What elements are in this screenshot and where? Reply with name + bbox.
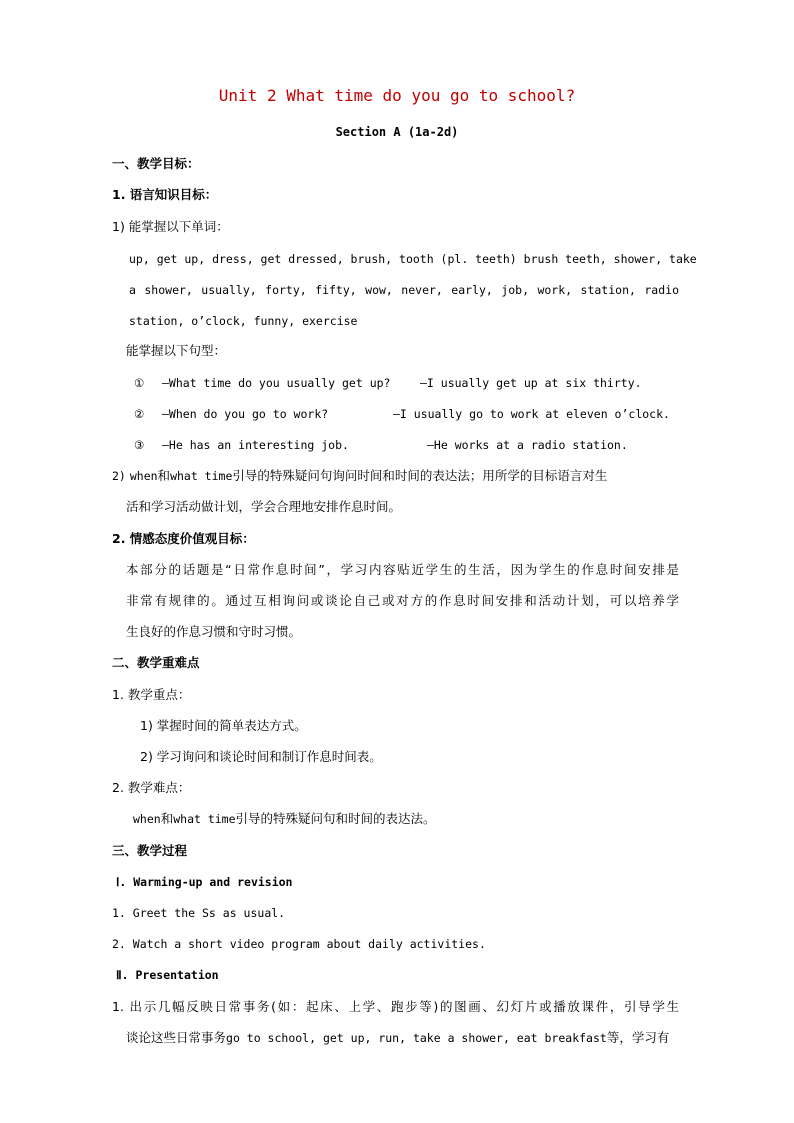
difficult-points-label: 2. 教学难点： xyxy=(112,780,191,795)
word-list-line-1: up, get up, dress, get dressed, brush, tooth (pl. teeth) brush teeth, shower, take xyxy=(129,252,697,266)
sentence-number: ③ xyxy=(134,438,145,452)
emotion-paragraph-line-3: 生良好的作息习惯和守时习惯。 xyxy=(126,624,302,639)
word-list-line-2: a shower, usually, forty, fifty, wow, never, early, job, work, station, radio xyxy=(129,283,679,297)
sentence-answer-2: —I usually go to work at eleven o’clock. xyxy=(393,407,670,421)
objective-item-2-line-2: 活和学习活动做计划，学会合理地安排作息时间。 xyxy=(126,499,402,514)
emotion-paragraph-line-1: 本部分的话题是“日常作息时间”，学习内容贴近学生的生活，因为学生的作息时间安排是 xyxy=(126,562,679,577)
sentences-label: 能掌握以下句型： xyxy=(126,343,227,358)
heading-teaching-objectives: 一、教学目标： xyxy=(112,156,200,171)
difficult-point-text: when和what time引导的特殊疑问句和时间的表达法。 xyxy=(133,811,436,826)
heading-presentation: Ⅱ. Presentation xyxy=(116,968,219,982)
key-point-2: 2) 学习询问和谈论时间和制订作息时间表。 xyxy=(140,749,382,764)
sentence-question-1: —What time do you usually get up? xyxy=(162,376,391,390)
presentation-step-1-line-2: 谈论这些日常事务go to school, get up, run, take a shower, eat breakfast等，学习有 xyxy=(126,1030,670,1045)
key-point-1: 1) 掌握时间的简单表达方式。 xyxy=(140,718,307,733)
sentence-question-2: —When do you go to work? xyxy=(162,407,329,421)
heading-language-objectives: 1. 语言知识目标： xyxy=(112,187,218,202)
sentence-number: ① xyxy=(134,376,145,390)
heading-key-difficult-points: 二、教学重难点 xyxy=(112,655,200,670)
sentence-answer-1: —I usually get up at six thirty. xyxy=(420,376,642,390)
sentence-answer-3: —He works at a radio station. xyxy=(427,438,628,452)
word-list-line-3: station, o’clock, funny, exercise xyxy=(129,314,358,328)
words-label: 1) 能掌握以下单词： xyxy=(112,219,229,234)
section-subtitle: Section A (1a-2d) xyxy=(335,125,459,139)
sentence-number: ② xyxy=(134,407,145,421)
heading-warming-up: Ⅰ. Warming-up and revision xyxy=(116,875,293,889)
emotion-paragraph-line-2: 非常有规律的。通过互相询问或谈论自己或对方的作息时间安排和活动计划，可以培养学 xyxy=(126,593,679,608)
warming-up-step-2: 2. Watch a short video program about daily activities. xyxy=(112,937,486,951)
document-title: Unit 2 What time do you go to school? xyxy=(218,86,576,105)
warming-up-step-1: 1. Greet the Ss as usual. xyxy=(112,906,286,920)
key-points-label: 1. 教学重点： xyxy=(112,687,191,702)
sentence-question-3: —He has an interesting job. xyxy=(162,438,349,452)
presentation-step-1-line-1: 1. 出示几幅反映日常事务(如：起床、上学、跑步等)的图画、幻灯片或播放课件，引导学生 xyxy=(112,999,679,1014)
heading-emotion-objectives: 2. 情感态度价值观目标： xyxy=(112,531,255,546)
objective-item-2-line-1: 2) when和what time引导的特殊疑问句询问时间和时间的表达法；用所学的目标语言对生 xyxy=(112,468,608,483)
heading-teaching-process: 三、教学过程 xyxy=(112,843,188,858)
